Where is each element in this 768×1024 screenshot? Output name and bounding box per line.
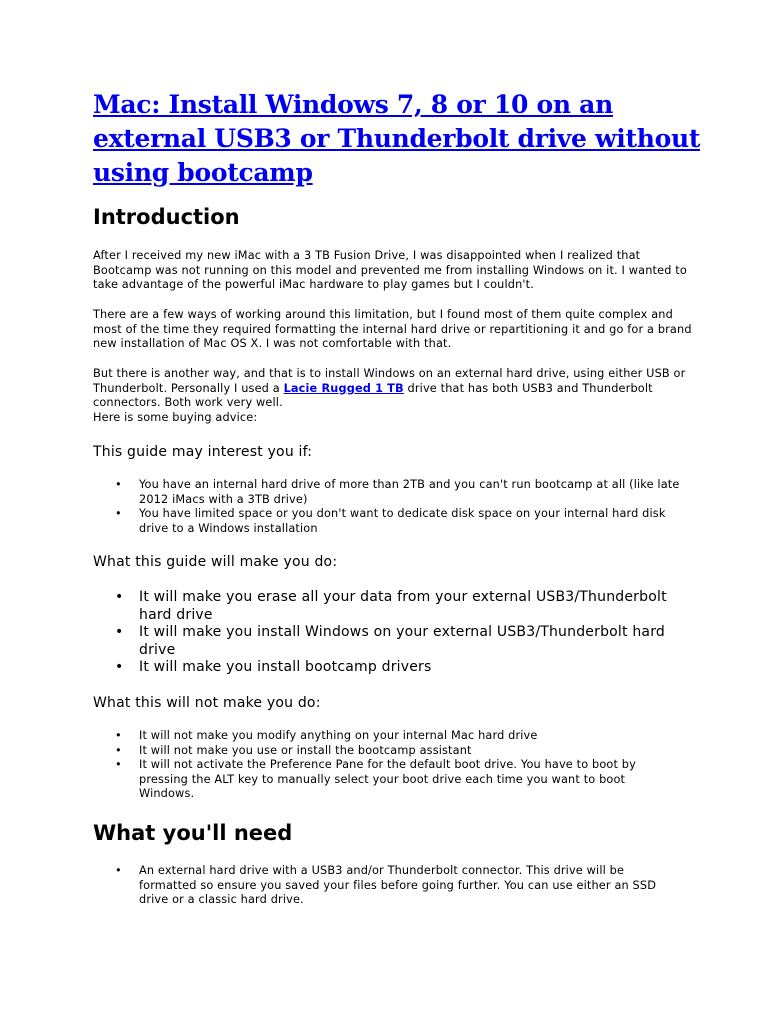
list-item	[93, 659, 683, 677]
list-item-text: You have limited space or you don't want to dedicate disk space on your internal hard disk drive to a Windows installation	[139, 507, 666, 535]
interest-list	[93, 478, 683, 536]
list-item	[93, 729, 683, 744]
bullet-icon: •	[115, 758, 122, 772]
list-item	[93, 864, 683, 908]
list-item	[93, 507, 683, 536]
interest-heading: This guide may interest you if:	[93, 444, 313, 460]
bullet-icon: •	[115, 743, 122, 757]
list-item	[93, 478, 683, 507]
will-do-list	[93, 589, 683, 677]
list-item-text: It will make you erase all your data from your external USB3/Thunderbolt hard drive	[139, 589, 667, 623]
bullet-icon: •	[115, 589, 124, 605]
will-not-heading: What this will not make you do:	[93, 695, 321, 711]
what-you-need-heading: What you'll need	[93, 821, 293, 845]
bullet-icon: •	[115, 864, 122, 877]
bullet-icon: •	[115, 659, 124, 675]
bullet-icon: •	[115, 729, 122, 742]
intro-paragraph-3-start: But there is another way, and that is to install Windows on an external hard drive, using either USB or Thunderbolt. Personally I used a	[93, 367, 686, 395]
list-item	[93, 758, 683, 802]
page-title[interactable]: Mac: Install Windows 7, 8 or 10 on an external USB3 or Thunderbolt drive without using bootcamp	[93, 90, 701, 187]
intro-paragraph-3-end: drive that has both USB3 and Thunderbolt connectors. Both work very well.	[93, 381, 653, 410]
list-item-text: It will not activate the Preference Pane for the default boot drive. You have to boot by pressing the ALT key to manually select your boot drive each time you want to boot Windows.	[139, 758, 636, 801]
bullet-icon: •	[115, 507, 122, 521]
list-item-text: An external hard drive with a USB3 and/or Thunderbolt connector. This drive will be formatted so ensure you saved your files before going further. You can use either an SSD drive or a classic hard drive.	[139, 864, 657, 907]
will-do-heading: What this guide will make you do:	[93, 554, 338, 570]
list-item-text: It will make you install bootcamp drivers	[139, 659, 432, 675]
introduction-heading: Introduction	[93, 205, 240, 229]
intro-paragraph-2: There are a few ways of working around this limitation, but I found most of them quite complex and most of the time they required formatting the internal hard drive or repartitioning it and go for a brand new installation of Mac OS X. I was not comfortable with that.	[93, 308, 692, 351]
will-not-list	[93, 729, 683, 802]
list-item-text: It will not make you use or install the bootcamp assistant	[139, 743, 472, 757]
intro-paragraph-1: After I received my new iMac with a 3 TB Fusion Drive, I was disappointed when I realized that Bootcamp was not running on this model and prevented me from installing Windows on it. I wanted to take advantage of the powerful iMac hardware to play games but I couldn't.	[93, 249, 687, 292]
bullet-icon: •	[115, 624, 124, 640]
list-item-text: It will make you install Windows on your external USB3/Thunderbolt hard drive	[139, 624, 665, 658]
bullet-icon: •	[115, 478, 122, 491]
need-list	[93, 864, 683, 908]
list-item	[93, 744, 683, 759]
intro-paragraph-3	[93, 367, 693, 411]
list-item	[93, 624, 683, 659]
list-item-text: You have an internal hard drive of more than 2TB and you can't run bootcamp at all (like late 2012 iMacs with a 3TB drive)	[139, 478, 680, 506]
list-item	[93, 589, 683, 624]
intro-paragraph-4: Here is some buying advice:	[93, 411, 258, 424]
lacie-rugged-link[interactable]: Lacie Rugged 1 TB	[283, 381, 404, 395]
list-item-text: It will not make you modify anything on your internal Mac hard drive	[139, 729, 538, 742]
